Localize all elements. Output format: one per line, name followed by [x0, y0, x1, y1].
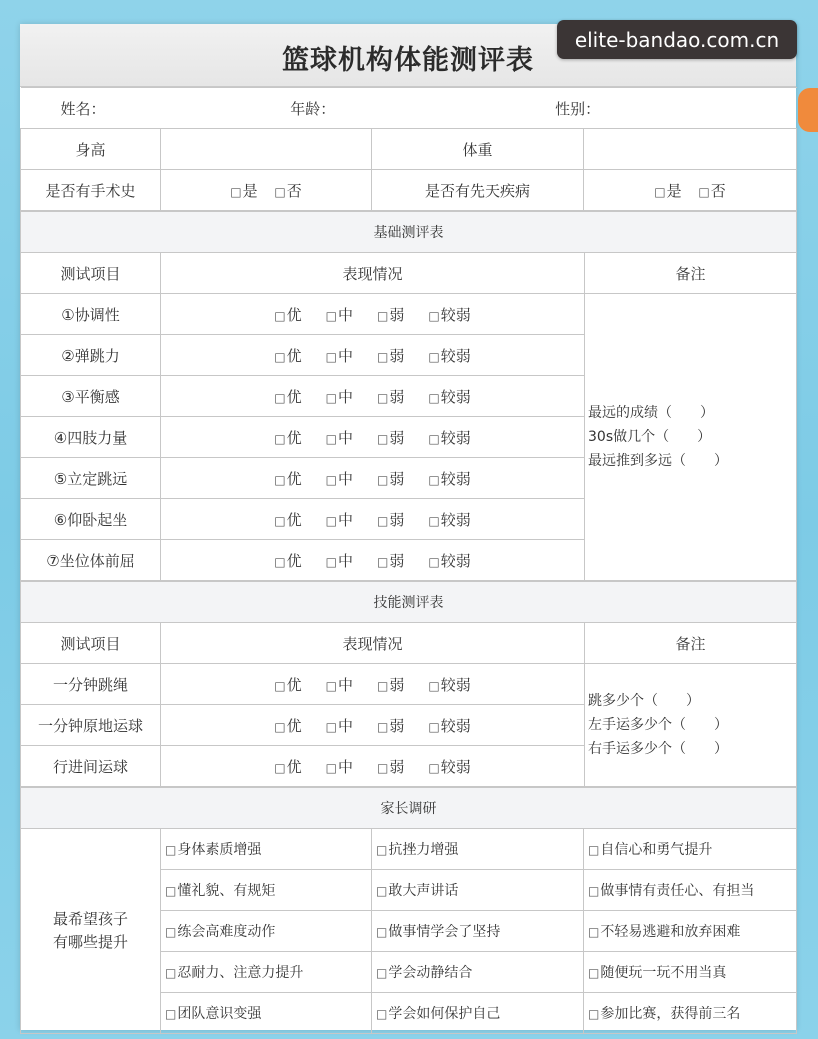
checkbox-icon: □	[698, 184, 710, 199]
checkbox-icon: □	[274, 513, 286, 528]
rating-option[interactable]	[428, 550, 470, 571]
age-field-label: 年龄：	[290, 99, 336, 118]
col-performance: 表现情况	[161, 623, 585, 664]
wish-option-label: 身体素质增强	[177, 842, 262, 858]
basic-item-5-ratings	[161, 499, 585, 540]
parent-survey-table	[20, 787, 797, 1034]
congenital-options	[584, 170, 797, 211]
checkbox-icon: □	[654, 184, 666, 199]
rating-label: 较弱	[440, 551, 471, 570]
gender-field-label: 性别：	[555, 99, 601, 118]
wish-option[interactable]	[372, 870, 584, 911]
wish-option-label: 不轻易逃避和放弃困难	[600, 924, 741, 940]
rating-option[interactable]	[377, 756, 404, 777]
checkbox-icon: □	[325, 431, 337, 446]
wish-option[interactable]	[372, 993, 584, 1034]
test-item-label: ⑦坐位体前屈	[21, 540, 161, 581]
checkbox-icon: □	[377, 390, 389, 405]
col-test-item: 测试项目	[21, 623, 161, 664]
rating-option[interactable]	[326, 715, 353, 736]
rating-option[interactable]	[377, 386, 404, 407]
basic-item-2-ratings	[161, 376, 585, 417]
checkbox-icon: □	[274, 719, 286, 734]
rating-label: 较弱	[440, 428, 471, 447]
rating-label: 优	[286, 469, 302, 488]
wish-option-label: 练会高难度动作	[177, 924, 276, 940]
checkbox-icon: □	[588, 843, 600, 857]
congenital-yes-option[interactable]: □是	[654, 181, 682, 200]
checkbox-icon: □	[428, 390, 440, 405]
checkbox-icon: □	[428, 678, 440, 693]
wish-option[interactable]	[161, 993, 372, 1034]
info-row	[21, 88, 797, 129]
wish-option[interactable]	[161, 829, 372, 870]
checkbox-icon: □	[325, 678, 337, 693]
rating-option[interactable]	[377, 427, 404, 448]
wish-option-label: 团队意识变强	[177, 1006, 262, 1022]
remark-line: 左手运多少个（ ）	[588, 717, 728, 733]
page-title: 篮球机构体能测评表	[282, 45, 534, 76]
checkbox-icon: □	[274, 472, 286, 487]
rating-label: 中	[337, 716, 353, 735]
checkbox-icon: □	[165, 966, 177, 980]
rating-option[interactable]	[428, 674, 470, 695]
rating-label: 弱	[389, 551, 405, 570]
checkbox-icon: □	[274, 390, 286, 405]
checkbox-icon: □	[428, 554, 440, 569]
skill-section-header: 技能测评表	[21, 582, 797, 623]
skill-remarks	[585, 664, 797, 787]
rating-option[interactable]	[274, 345, 301, 366]
rating-label: 中	[337, 428, 353, 447]
test-item-label: ③平衡感	[21, 376, 161, 417]
checkbox-icon: □	[588, 884, 600, 898]
wish-question-label	[21, 829, 161, 1034]
table-row	[21, 664, 797, 705]
rating-option[interactable]	[428, 509, 470, 530]
remark-line: 最远的成绩（ ）	[588, 405, 714, 421]
surgery-yes-option[interactable]: □是	[230, 181, 258, 200]
test-item-label: 行进间运球	[21, 746, 161, 787]
rating-option[interactable]	[326, 674, 353, 695]
checkbox-icon: □	[325, 472, 337, 487]
surgery-options	[161, 170, 372, 211]
wish-option[interactable]	[372, 911, 584, 952]
rating-label: 优	[286, 757, 302, 776]
checkbox-icon: □	[376, 1007, 388, 1021]
checkbox-icon: □	[165, 925, 177, 939]
rating-label: 弱	[389, 469, 405, 488]
skill-assessment-table	[20, 581, 797, 787]
checkbox-icon: □	[376, 884, 388, 898]
checkbox-icon: □	[428, 431, 440, 446]
remark-line: 跳多少个（ ）	[588, 693, 700, 709]
parent-section-header: 家长调研	[21, 788, 797, 829]
rating-label: 较弱	[440, 469, 471, 488]
rating-label: 弱	[389, 428, 405, 447]
rating-option[interactable]	[326, 427, 353, 448]
checkbox-icon: □	[165, 884, 177, 898]
rating-label: 弱	[389, 757, 405, 776]
col-test-item: 测试项目	[21, 253, 161, 294]
rating-option[interactable]	[326, 756, 353, 777]
checkbox-icon: □	[377, 678, 389, 693]
rating-option[interactable]	[274, 468, 301, 489]
checkbox-icon: □	[325, 760, 337, 775]
wish-option[interactable]	[161, 911, 372, 952]
checkbox-icon: □	[377, 308, 389, 323]
rating-label: 较弱	[440, 510, 471, 529]
rating-label: 优	[286, 387, 302, 406]
basic-assessment-table	[20, 211, 797, 581]
rating-option[interactable]	[428, 715, 470, 736]
wish-option-label: 学会如何保护自己	[388, 1006, 501, 1022]
rating-option[interactable]	[377, 715, 404, 736]
checkbox-icon: □	[274, 349, 286, 364]
basic-remarks	[585, 294, 797, 581]
checkbox-icon: □	[377, 513, 389, 528]
surgery-no-option[interactable]: □否	[274, 181, 302, 200]
rating-option[interactable]	[377, 674, 404, 695]
rating-label: 弱	[389, 510, 405, 529]
skill-item-0-ratings	[161, 664, 585, 705]
wish-option[interactable]	[372, 952, 584, 993]
basic-item-4-ratings	[161, 458, 585, 499]
test-item-label: ⑥仰卧起坐	[21, 499, 161, 540]
rating-label: 优	[286, 305, 302, 324]
checkbox-icon: □	[377, 554, 389, 569]
rating-label: 中	[337, 757, 353, 776]
history-row	[21, 170, 797, 211]
wish-option[interactable]	[372, 829, 584, 870]
checkbox-icon: □	[377, 760, 389, 775]
basic-section-header: 基础测评表	[21, 212, 797, 253]
checkbox-icon: □	[274, 678, 286, 693]
rating-option[interactable]	[377, 345, 404, 366]
checkbox-icon: □	[376, 925, 388, 939]
checkbox-icon: □	[428, 719, 440, 734]
rating-label: 优	[286, 675, 302, 694]
rating-label: 较弱	[440, 305, 471, 324]
wish-option[interactable]	[584, 829, 797, 870]
wish-option[interactable]	[584, 870, 797, 911]
name-field-label: 姓名：	[60, 99, 106, 118]
rating-option[interactable]	[428, 427, 470, 448]
rating-label: 优	[286, 510, 302, 529]
wish-option-label: 参加比赛，获得前三名	[600, 1006, 741, 1022]
rating-label: 弱	[389, 346, 405, 365]
rating-label: 较弱	[440, 716, 471, 735]
rating-option[interactable]	[428, 756, 470, 777]
side-tab	[798, 88, 818, 132]
rating-option[interactable]	[326, 386, 353, 407]
height-weight-row	[21, 129, 797, 170]
basic-item-0-ratings	[161, 294, 585, 335]
test-item-label: 一分钟原地运球	[21, 705, 161, 746]
rating-option[interactable]	[326, 468, 353, 489]
table-row	[21, 829, 797, 870]
watermark-badge: elite-bandao.com.cn	[557, 20, 797, 59]
rating-option[interactable]	[274, 304, 301, 325]
wish-option[interactable]	[161, 952, 372, 993]
rating-label: 中	[337, 469, 353, 488]
rating-label: 优	[286, 551, 302, 570]
rating-option[interactable]	[377, 550, 404, 571]
test-item-label: 一分钟跳绳	[21, 664, 161, 705]
test-item-label: ⑤立定跳远	[21, 458, 161, 499]
wish-option[interactable]	[161, 870, 372, 911]
checkbox-icon: □	[428, 513, 440, 528]
rating-label: 较弱	[440, 757, 471, 776]
assessment-sheet	[20, 24, 796, 1030]
checkbox-icon: □	[377, 719, 389, 734]
checkbox-icon: □	[325, 513, 337, 528]
rating-label: 较弱	[440, 346, 471, 365]
basic-item-1-ratings	[161, 335, 585, 376]
col-performance: 表现情况	[161, 253, 585, 294]
remark-line: 最远推到多远（ ）	[588, 453, 728, 469]
test-item-label: ①协调性	[21, 294, 161, 335]
rating-label: 中	[337, 387, 353, 406]
checkbox-icon: □	[274, 308, 286, 323]
rating-option[interactable]	[326, 550, 353, 571]
checkbox-icon: □	[165, 1007, 177, 1021]
skill-column-headers	[21, 623, 797, 664]
rating-option[interactable]	[274, 674, 301, 695]
rating-option[interactable]	[326, 345, 353, 366]
checkbox-icon: □	[274, 184, 286, 199]
height-value-cell[interactable]	[161, 129, 372, 170]
checkbox-icon: □	[377, 431, 389, 446]
info-table	[20, 87, 797, 211]
checkbox-icon: □	[428, 760, 440, 775]
checkbox-icon: □	[588, 1007, 600, 1021]
rating-option[interactable]	[274, 756, 301, 777]
wish-option-label: 随便玩一玩不用当真	[600, 965, 727, 981]
checkbox-icon: □	[230, 184, 242, 199]
checkbox-icon: □	[376, 966, 388, 980]
test-item-label: ④四肢力量	[21, 417, 161, 458]
checkbox-icon: □	[428, 472, 440, 487]
skill-item-1-ratings	[161, 705, 585, 746]
surgery-label: 是否有手术史	[21, 170, 161, 211]
wish-option-label: 懂礼貌、有规矩	[177, 883, 276, 899]
checkbox-icon: □	[588, 966, 600, 980]
wish-option[interactable]	[584, 952, 797, 993]
congenital-no-option[interactable]: □否	[698, 181, 726, 200]
wish-option[interactable]	[584, 911, 797, 952]
checkbox-icon: □	[325, 719, 337, 734]
rating-option[interactable]	[428, 304, 470, 325]
rating-label: 较弱	[440, 675, 471, 694]
rating-label: 中	[337, 346, 353, 365]
rating-option[interactable]	[326, 509, 353, 530]
basic-item-6-ratings	[161, 540, 585, 581]
rating-option[interactable]	[274, 386, 301, 407]
checkbox-icon: □	[325, 390, 337, 405]
rating-label: 弱	[389, 675, 405, 694]
checkbox-icon: □	[377, 349, 389, 364]
rating-label: 弱	[389, 387, 405, 406]
checkbox-icon: □	[376, 843, 388, 857]
wish-option-label: 抗挫力增强	[388, 842, 459, 858]
wish-option-label: 做事情学会了坚持	[388, 924, 501, 940]
rating-option[interactable]	[377, 304, 404, 325]
weight-label: 体重	[372, 129, 584, 170]
wish-option-label: 敢大声讲话	[388, 883, 459, 899]
rating-label: 优	[286, 716, 302, 735]
checkbox-icon: □	[428, 308, 440, 323]
wish-option-label: 自信心和勇气提升	[600, 842, 713, 858]
rating-label: 优	[286, 428, 302, 447]
rating-option[interactable]	[274, 715, 301, 736]
rating-label: 中	[337, 305, 353, 324]
wish-option-label: 学会动静结合	[388, 965, 473, 981]
rating-label: 中	[337, 675, 353, 694]
rating-label: 优	[286, 346, 302, 365]
height-label: 身高	[21, 129, 161, 170]
rating-option[interactable]	[274, 427, 301, 448]
table-row	[21, 294, 797, 335]
rating-option[interactable]	[274, 550, 301, 571]
wish-option[interactable]	[584, 993, 797, 1034]
rating-option[interactable]	[377, 468, 404, 489]
col-remarks: 备注	[585, 253, 797, 294]
wish-option-label: 做事情有责任心、有担当	[600, 883, 755, 899]
congenital-label: 是否有先天疾病	[372, 170, 584, 211]
rating-option[interactable]	[326, 304, 353, 325]
rating-option[interactable]	[428, 345, 470, 366]
checkbox-icon: □	[325, 349, 337, 364]
wish-label-line: 最希望孩子	[52, 910, 128, 928]
checkbox-icon: □	[274, 431, 286, 446]
wish-option-label: 忍耐力、注意力提升	[177, 965, 304, 981]
test-item-label: ②弹跳力	[21, 335, 161, 376]
rating-label: 弱	[389, 716, 405, 735]
rating-option[interactable]	[377, 509, 404, 530]
rating-label: 中	[337, 510, 353, 529]
rating-option[interactable]	[274, 509, 301, 530]
checkbox-icon: □	[428, 349, 440, 364]
rating-option[interactable]	[428, 386, 470, 407]
col-remarks: 备注	[585, 623, 797, 664]
basic-item-3-ratings	[161, 417, 585, 458]
checkbox-icon: □	[274, 554, 286, 569]
rating-label: 弱	[389, 305, 405, 324]
checkbox-icon: □	[588, 925, 600, 939]
wish-label-line: 有哪些提升	[52, 933, 128, 951]
checkbox-icon: □	[325, 308, 337, 323]
remark-line: 右手运多少个（ ）	[588, 741, 728, 757]
checkbox-icon: □	[274, 760, 286, 775]
checkbox-icon: □	[165, 843, 177, 857]
rating-option[interactable]	[428, 468, 470, 489]
weight-value-cell[interactable]	[584, 129, 797, 170]
skill-item-2-ratings	[161, 746, 585, 787]
rating-label: 较弱	[440, 387, 471, 406]
basic-column-headers	[21, 253, 797, 294]
remark-line: 30s做几个（ ）	[588, 429, 712, 445]
rating-label: 中	[337, 551, 353, 570]
checkbox-icon: □	[377, 472, 389, 487]
checkbox-icon: □	[325, 554, 337, 569]
